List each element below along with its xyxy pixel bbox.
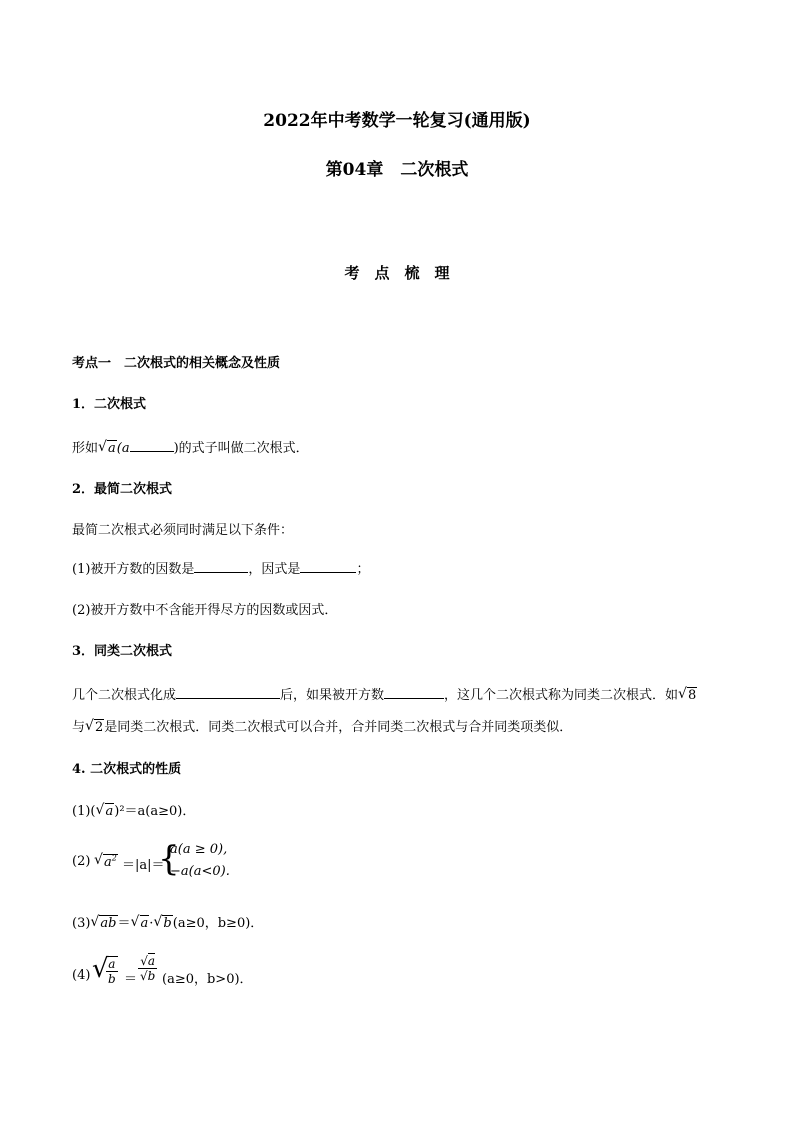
sqrt-a-p3: √ a [130, 914, 149, 931]
sqrt-a-p1: √ a [95, 802, 114, 819]
p2-label: (2) [72, 854, 91, 869]
c1-text-a: (1)被开方数的因数是 [72, 562, 195, 577]
property-1 [72, 800, 195, 819]
p1-close: )²＝a(a≥0)． [114, 804, 196, 819]
s4-heading: 4. 二次根式的性质 [72, 762, 182, 777]
blank-s3-1[interactable] [176, 685, 280, 699]
blank-s1[interactable] [130, 438, 174, 452]
s1-end: )的式子叫做二次根式． [173, 441, 309, 456]
s3-text-d: 与 [72, 720, 86, 735]
big-radical-icon: √ [92, 954, 109, 984]
s3-text-a: 几个二次根式化成 [72, 688, 177, 703]
s3-heading: 3．同类二次根式 [72, 644, 173, 659]
p1-open: (1)( [72, 804, 96, 819]
p4-label: (4) [72, 968, 91, 983]
p2-case1: a(a ≥ 0), [170, 842, 228, 857]
s2-condition2: (2)被开方数中不含能开得尽方的因数或因式． [72, 603, 338, 618]
p4-eq: ＝ [124, 972, 138, 987]
c1-text-c: ； [356, 562, 370, 577]
s3-text-e: 是同类二次根式．同类二次根式可以合并，合并同类二次根式与合并同类项类似． [104, 720, 573, 735]
p2-abs: ＝|a|＝ [122, 858, 165, 873]
chapter-title: 第04章 二次根式 [325, 160, 469, 180]
section-title: 考 点 梳 理 [344, 264, 450, 282]
p3-cond: (a≥0，b≥0)． [172, 916, 264, 931]
p3-eq: ＝ [117, 916, 131, 931]
s1-heading: 1．二次根式 [72, 397, 147, 412]
brace-icon: { [158, 839, 180, 879]
frac-a-over-b: $\frac{a}{b}$ [108, 957, 116, 986]
sqrt-b-p3: √ b [153, 914, 172, 931]
frac-sqrt: $\frac{√a}{√b}$ [140, 954, 156, 983]
sqrt-ab: √ ab [90, 914, 117, 931]
s1-prefix: 形如 [72, 441, 99, 456]
kaodian-heading: 考点一 二次根式的相关概念及性质 [72, 356, 281, 371]
p3-label: (3) [72, 916, 91, 931]
s3-line1 [72, 684, 697, 703]
blank-s2-1[interactable] [194, 559, 248, 573]
p2-case2: −a(a<0). [170, 864, 230, 879]
s3-text-b: 后，如果被开方数 [280, 688, 385, 703]
s3-line2 [72, 716, 572, 735]
sqrt-a2: √ $a^2$ [94, 852, 117, 871]
c1-text-b: ，因式是 [248, 562, 301, 577]
p4-cond: (a≥0，b>0)． [162, 972, 253, 987]
sqrt-8: √ 8 [678, 686, 697, 703]
sqrt-a: √ a [98, 439, 116, 456]
document-title: 2022年中考数学一轮复习(通用版) [263, 111, 531, 131]
blank-s3-2[interactable] [384, 685, 444, 699]
s3-text-c: ，这几个二次根式称为同类二次根式．如 [444, 688, 679, 703]
p3-dot: · [149, 916, 154, 931]
blank-s2-2[interactable] [300, 559, 356, 573]
s2-condition1 [72, 558, 369, 577]
s2-intro: 最简二次根式必须同时满足以下条件： [72, 523, 294, 538]
s2-heading: 2．最简二次根式 [72, 482, 173, 497]
s1-definition [72, 437, 309, 456]
sqrt-2: √ 2 [85, 718, 104, 735]
property-3 [72, 912, 263, 931]
s1-mid: (a [116, 441, 130, 456]
